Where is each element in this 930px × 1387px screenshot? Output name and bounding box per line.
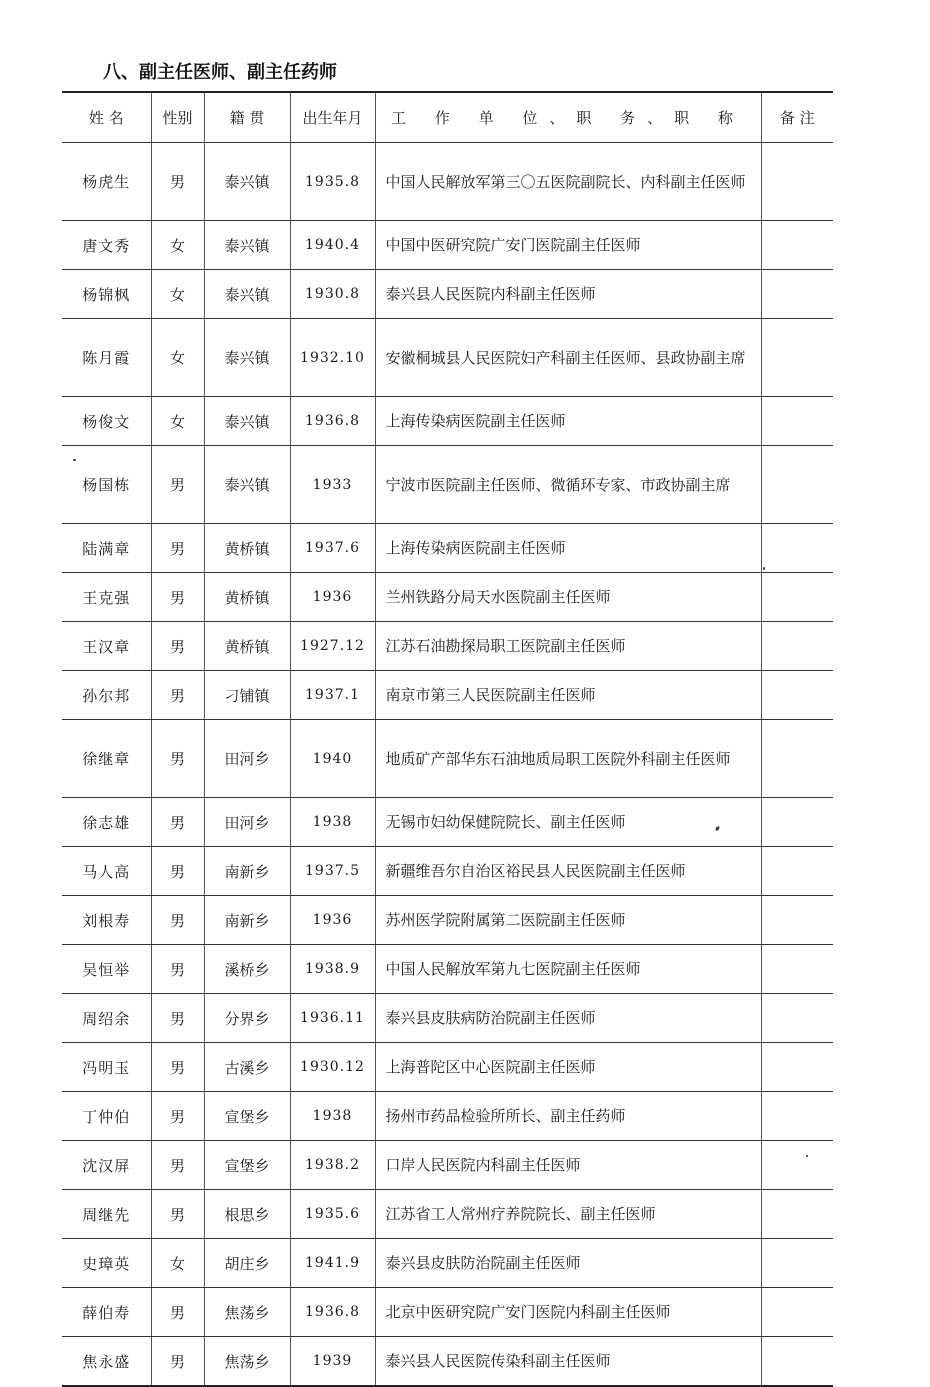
table-row [62,798,833,847]
header-origin: 籍 贯 [204,92,290,143]
cell-birth: 1938.9 [290,945,375,994]
cell-name: 薛伯寿 [62,1288,151,1337]
cell-origin: 泰兴镇 [204,446,290,524]
cell-sex: 男 [151,446,204,524]
cell-name: 孙尔邦 [62,671,151,720]
table-row [62,319,833,397]
cell-origin: 泰兴镇 [204,397,290,446]
cell-birth: 1933 [290,446,375,524]
cell-sex: 男 [151,798,204,847]
cell-name: 王克强 [62,573,151,622]
table-row [62,143,833,221]
cell-birth: 1935.6 [290,1190,375,1239]
cell-sex: 男 [151,143,204,221]
cell-unit: 中国中医研究院广安门医院副主任医师 [375,221,761,270]
table-row [62,896,833,945]
scan-speck [763,567,765,570]
table-row [62,945,833,994]
cell-note [761,319,833,397]
cell-note [761,397,833,446]
table-row [62,1190,833,1239]
cell-unit: 泰兴县人民医院传染科副主任医师 [375,1337,761,1387]
cell-note [761,994,833,1043]
cell-birth: 1937.5 [290,847,375,896]
cell-sex: 男 [151,1337,204,1387]
cell-name: 陈月霞 [62,319,151,397]
cell-origin: 黄桥镇 [204,573,290,622]
cell-birth: 1940 [290,720,375,798]
cell-birth: 1938 [290,798,375,847]
cell-note [761,798,833,847]
cell-name: 吴恒举 [62,945,151,994]
table-row [62,524,833,573]
cell-sex: 男 [151,720,204,798]
cell-unit: 宁波市医院副主任医师、微循环专家、市政协副主席 [375,446,761,524]
cell-note [761,896,833,945]
cell-sex: 男 [151,573,204,622]
cell-birth: 1936 [290,573,375,622]
cell-name: 杨锦枫 [62,270,151,319]
table-row [62,1288,833,1337]
cell-note [761,1092,833,1141]
cell-sex: 男 [151,896,204,945]
cell-sex: 男 [151,1141,204,1190]
header-name: 姓 名 [62,92,151,143]
cell-note [761,446,833,524]
cell-origin: 南新乡 [204,847,290,896]
cell-unit: 无锡市妇幼保健院院长、副主任医师 [375,798,761,847]
table-row [62,994,833,1043]
table-row [62,270,833,319]
header-birth: 出生年月 [290,92,375,143]
cell-name: 丁仲伯 [62,1092,151,1141]
cell-birth: 1936.8 [290,1288,375,1337]
cell-sex: 男 [151,622,204,671]
cell-note [761,143,833,221]
cell-unit: 口岸人民医院内科副主任医师 [375,1141,761,1190]
cell-name: 周继先 [62,1190,151,1239]
cell-origin: 宣堡乡 [204,1092,290,1141]
cell-unit: 泰兴县皮肤病防治院副主任医师 [375,994,761,1043]
cell-sex: 男 [151,1043,204,1092]
cell-sex: 女 [151,270,204,319]
cell-origin: 田河乡 [204,798,290,847]
cell-sex: 女 [151,221,204,270]
cell-name: 杨虎生 [62,143,151,221]
table-row [62,1092,833,1141]
cell-birth: 1936.8 [290,397,375,446]
cell-name: 徐志雄 [62,798,151,847]
cell-unit: 兰州铁路分局天水医院副主任医师 [375,573,761,622]
table-row [62,671,833,720]
cell-unit: 江苏省工人常州疗养院院长、副主任医师 [375,1190,761,1239]
cell-name: 陆满章 [62,524,151,573]
cell-origin: 黄桥镇 [204,622,290,671]
cell-unit: 江苏石油勘探局职工医院副主任医师 [375,622,761,671]
scan-speck [806,1155,808,1157]
cell-birth: 1927.12 [290,622,375,671]
cell-unit: 苏州医学院附属第二医院副主任医师 [375,896,761,945]
cell-birth: 1936.11 [290,994,375,1043]
cell-origin: 分界乡 [204,994,290,1043]
cell-origin: 焦荡乡 [204,1337,290,1387]
cell-note [761,1239,833,1288]
cell-origin: 田河乡 [204,720,290,798]
cell-unit: 中国人民解放军第三〇五医院副院长、内科副主任医师 [375,143,761,221]
cell-name: 沈汉屏 [62,1141,151,1190]
cell-name: 焦永盛 [62,1337,151,1387]
cell-note [761,671,833,720]
cell-name: 唐文秀 [62,221,151,270]
cell-unit: 北京中医研究院广安门医院内科副主任医师 [375,1288,761,1337]
scan-speck [73,459,76,461]
cell-unit: 中国人民解放军第九七医院副主任医师 [375,945,761,994]
cell-birth: 1937.6 [290,524,375,573]
cell-note [761,945,833,994]
cell-birth: 1941.9 [290,1239,375,1288]
cell-unit: 南京市第三人民医院副主任医师 [375,671,761,720]
cell-sex: 男 [151,1190,204,1239]
table-row [62,1239,833,1288]
table-row [62,847,833,896]
cell-name: 徐继章 [62,720,151,798]
cell-unit: 上海传染病医院副主任医师 [375,397,761,446]
cell-unit: 新疆维吾尔自治区裕民县人民医院副主任医师 [375,847,761,896]
cell-origin: 古溪乡 [204,1043,290,1092]
cell-name: 刘根寿 [62,896,151,945]
cell-unit: 安徽桐城县人民医院妇产科副主任医师、县政协副主席 [375,319,761,397]
cell-origin: 泰兴镇 [204,143,290,221]
cell-note [761,847,833,896]
cell-note [761,1288,833,1337]
cell-origin: 刁铺镇 [204,671,290,720]
cell-birth: 1935.8 [290,143,375,221]
cell-sex: 女 [151,397,204,446]
cell-note [761,1337,833,1387]
table-row [62,397,833,446]
table-row [62,221,833,270]
cell-sex: 女 [151,319,204,397]
cell-name: 史璋英 [62,1239,151,1288]
cell-birth: 1940.4 [290,221,375,270]
cell-origin: 宣堡乡 [204,1141,290,1190]
cell-sex: 男 [151,945,204,994]
cell-sex: 男 [151,524,204,573]
cell-note [761,524,833,573]
cell-sex: 女 [151,1239,204,1288]
cell-unit: 扬州市药品检验所所长、副主任药师 [375,1092,761,1141]
table-row [62,622,833,671]
cell-name: 杨国栋 [62,446,151,524]
table-row [62,573,833,622]
page-title: 八、副主任医师、副主任药师 [103,62,337,83]
table-header-row [62,92,833,143]
cell-note [761,622,833,671]
table-row [62,1043,833,1092]
table-body [62,143,833,1387]
cell-note [761,1141,833,1190]
cell-origin: 焦荡乡 [204,1288,290,1337]
staff-table [62,91,833,1387]
cell-origin: 溪桥乡 [204,945,290,994]
cell-birth: 1938.2 [290,1141,375,1190]
cell-name: 杨俊文 [62,397,151,446]
cell-birth: 1936 [290,896,375,945]
cell-unit: 泰兴县皮肤防治院副主任医师 [375,1239,761,1288]
cell-birth: 1930.12 [290,1043,375,1092]
cell-unit: 上海普陀区中心医院副主任医师 [375,1043,761,1092]
cell-sex: 男 [151,1288,204,1337]
cell-origin: 胡庄乡 [204,1239,290,1288]
cell-note [761,1043,833,1092]
header-unit: 工 作 单 位、职 务、职 称 [375,92,761,143]
cell-birth: 1939 [290,1337,375,1387]
header-sex: 性别 [151,92,204,143]
cell-sex: 男 [151,994,204,1043]
cell-unit: 泰兴县人民医院内科副主任医师 [375,270,761,319]
cell-sex: 男 [151,671,204,720]
cell-name: 王汉章 [62,622,151,671]
cell-birth: 1937.1 [290,671,375,720]
cell-note [761,720,833,798]
cell-note [761,221,833,270]
table-row [62,446,833,524]
cell-unit: 上海传染病医院副主任医师 [375,524,761,573]
cell-origin: 南新乡 [204,896,290,945]
cell-sex: 男 [151,847,204,896]
cell-origin: 黄桥镇 [204,524,290,573]
cell-origin: 泰兴镇 [204,221,290,270]
cell-birth: 1932.10 [290,319,375,397]
cell-name: 周绍余 [62,994,151,1043]
table-row [62,720,833,798]
cell-birth: 1930.8 [290,270,375,319]
cell-origin: 根思乡 [204,1190,290,1239]
cell-note [761,573,833,622]
cell-note [761,1190,833,1239]
cell-name: 马人高 [62,847,151,896]
cell-origin: 泰兴镇 [204,270,290,319]
table-row [62,1141,833,1190]
header-note: 备 注 [761,92,833,143]
table-row [62,1337,833,1387]
cell-note [761,270,833,319]
cell-sex: 男 [151,1092,204,1141]
cell-unit: 地质矿产部华东石油地质局职工医院外科副主任医师 [375,720,761,798]
cell-origin: 泰兴镇 [204,319,290,397]
cell-name: 冯明玉 [62,1043,151,1092]
cell-birth: 1938 [290,1092,375,1141]
